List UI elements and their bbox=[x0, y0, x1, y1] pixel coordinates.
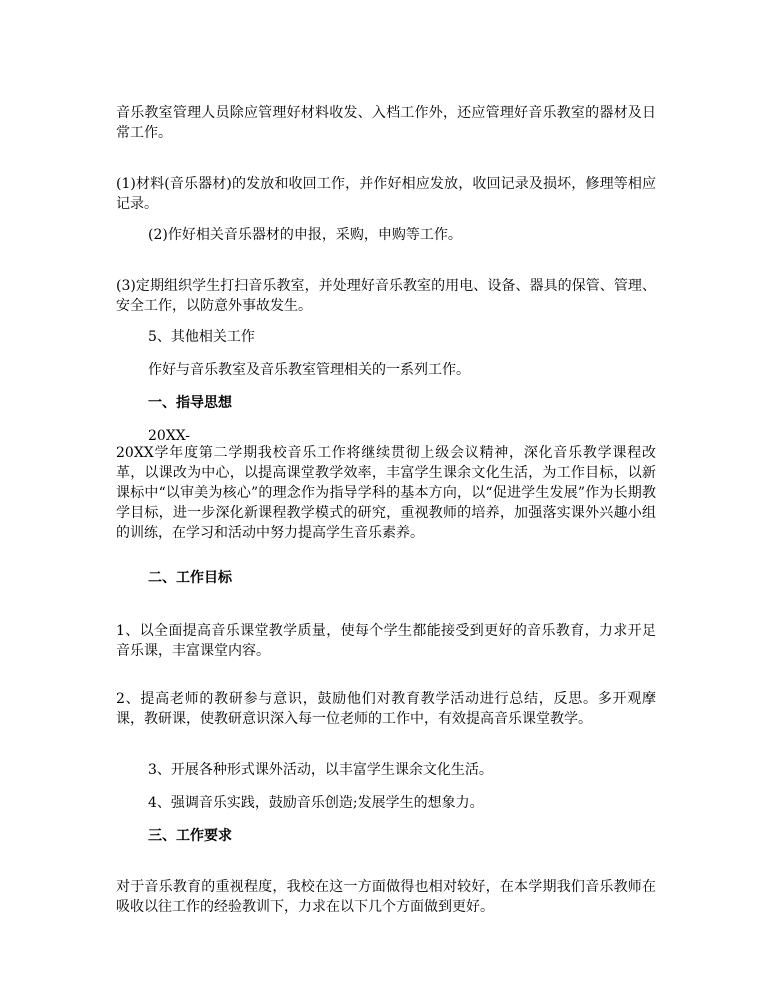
paragraph-item-1: (1)材料(音乐器材)的发放和收回工作，并作好相应发放，收回记录及损坏，修理等相应记录。 bbox=[116, 176, 656, 212]
paragraph-other-work-heading: 5、其他相关工作 bbox=[148, 329, 255, 345]
section-heading-work-requirements: 三、工作要求 bbox=[148, 828, 232, 844]
paragraph-requirements: 对于音乐教育的重视程度，我校在这一方面做得也相对较好，在本学期我们音乐教师在吸收以往工作的经验教训下，力求在以下几个方面做到更好。 bbox=[116, 879, 656, 915]
paragraph-guiding-ideology: 20XX学年度第二学期我校音乐工作将继续贯彻上级会议精神，深化音乐教学课程改革，以课改为中心，以提高课堂教学效率，丰富学生课余文化生活，为工作目标，以新课标中“以审美为核心”的理念作为指导学科的基本方向，以“促进学生发展”作为长期教学目标，进一步深化新课程教学模式的研究，重视教师的培养，加强落实课外兴趣小组的训练，在学习和活动中努力提高学生音乐素养。 bbox=[116, 445, 656, 541]
paragraph-year-prefix: 20XX- bbox=[148, 428, 190, 444]
paragraph-intro: 音乐教室管理人员除应管理好材料收发、入档工作外，还应管理好音乐教室的器材及日常工作。 bbox=[116, 105, 656, 141]
section-heading-guiding-ideology: 一、指导思想 bbox=[148, 395, 232, 411]
paragraph-goal-3: 3、开展各种形式课外活动，以丰富学生课余文化生活。 bbox=[148, 762, 493, 778]
paragraph-goal-1: 1、以全面提高音乐课堂教学质量，使每个学生都能接受到更好的音乐教育，力求开足音乐课，丰富课堂内容。 bbox=[116, 623, 656, 659]
paragraph-goal-2: 2、提高老师的教研参与意识，鼓励他们对教育教学活动进行总结，反思。多开观摩课，教研课，使教研意识深入每一位老师的工作中，有效提高音乐课堂教学。 bbox=[116, 691, 656, 727]
paragraph-other-work: 作好与音乐教室及音乐教室管理相关的一系列工作。 bbox=[148, 362, 470, 378]
section-heading-work-goals: 二、工作目标 bbox=[148, 570, 232, 586]
paragraph-goal-4: 4、强调音乐实践，鼓励音乐创造;发展学生的想象力。 bbox=[148, 795, 484, 811]
paragraph-item-2: (2)作好相关音乐器材的申报，采购，申购等工作。 bbox=[148, 227, 462, 243]
paragraph-item-3: (3)定期组织学生打扫音乐教室，并处理好音乐教室的用电、设备、器具的保管、管理、安全工作，以防意外事故发生。 bbox=[116, 278, 656, 314]
